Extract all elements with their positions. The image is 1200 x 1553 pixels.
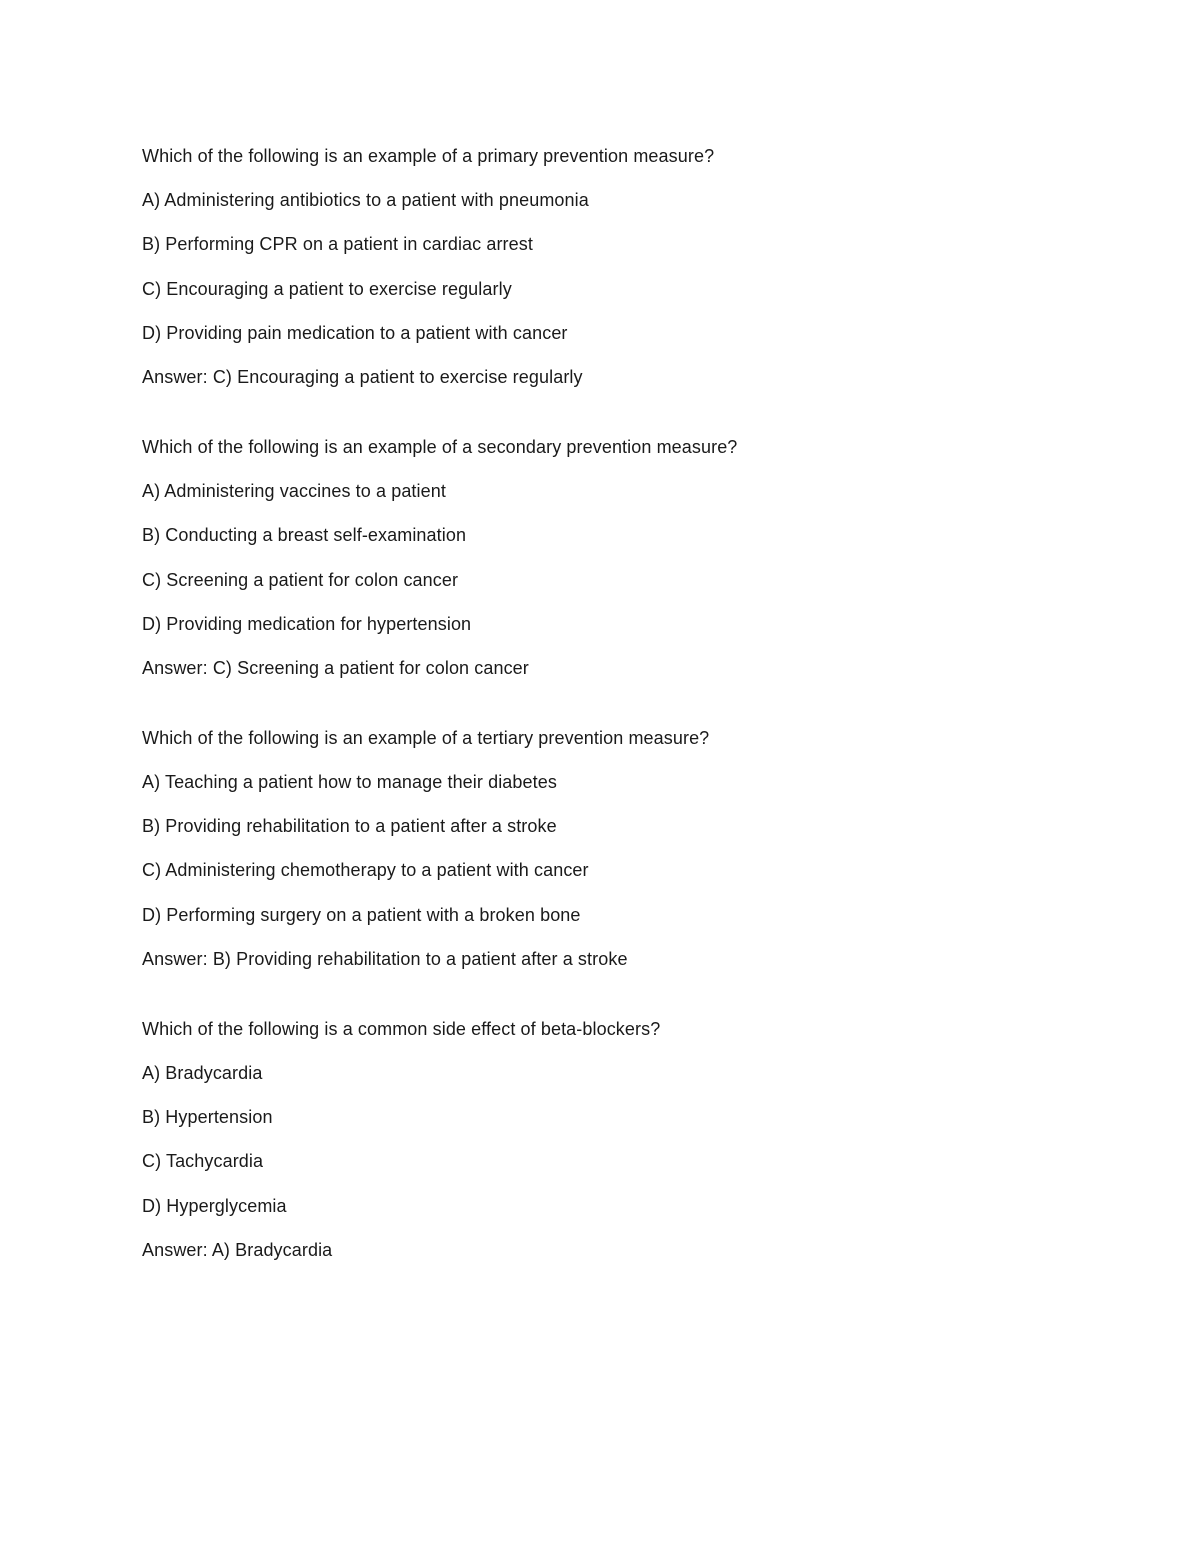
- document-content: [142, 143, 1102, 1263]
- option-a: A) Bradycardia: [142, 1063, 263, 1083]
- option-b: B) Conducting a breast self-examination: [142, 525, 467, 546]
- option-a: A) Administering antibiotics to a patient with pneumonia: [142, 190, 589, 211]
- option-d: D) Providing medication for hypertension: [142, 613, 472, 634]
- question-text: Which of the following is a common side effect of beta-blockers?: [142, 1018, 661, 1039]
- answer-text: Answer: C) Screening a patient for colon cancer: [142, 657, 529, 678]
- question-text: Which of the following is an example of a primary prevention measure?: [142, 146, 715, 166]
- answer-text: Answer: B) Providing rehabilitation to a patient after a stroke: [142, 948, 628, 969]
- option-c: C) Administering chemotherapy to a patient with cancer: [142, 860, 589, 881]
- option-d: D) Performing surgery on a patient with a broken bone: [142, 904, 581, 925]
- question-block-4: [142, 1016, 1102, 1263]
- answer-text: Answer: A) Bradycardia: [142, 1239, 333, 1260]
- question-text: Which of the following is an example of a secondary prevention measure?: [142, 436, 738, 457]
- question-text: Which of the following is an example of a tertiary prevention measure?: [142, 727, 710, 748]
- option-c: C) Screening a patient for colon cancer: [142, 569, 459, 590]
- option-b: B) Providing rehabilitation to a patient after a stroke: [142, 816, 557, 837]
- answer-text: Answer: C) Encouraging a patient to exercise regularly: [142, 366, 583, 387]
- option-d: D) Providing pain medication to a patient with cancer: [142, 322, 568, 343]
- question-block-3: [142, 725, 1102, 972]
- option-d: D) Hyperglycemia: [142, 1195, 287, 1216]
- option-c: C) Encouraging a patient to exercise regularly: [142, 278, 512, 299]
- question-block-2: [142, 434, 1102, 681]
- option-a: A) Teaching a patient how to manage their diabetes: [142, 772, 557, 793]
- option-b: B) Hypertension: [142, 1107, 273, 1128]
- option-b: B) Performing CPR on a patient in cardiac arrest: [142, 234, 533, 255]
- question-block-1: [142, 143, 1102, 390]
- option-a: A) Administering vaccines to a patient: [142, 481, 446, 502]
- option-c: C) Tachycardia: [142, 1151, 264, 1172]
